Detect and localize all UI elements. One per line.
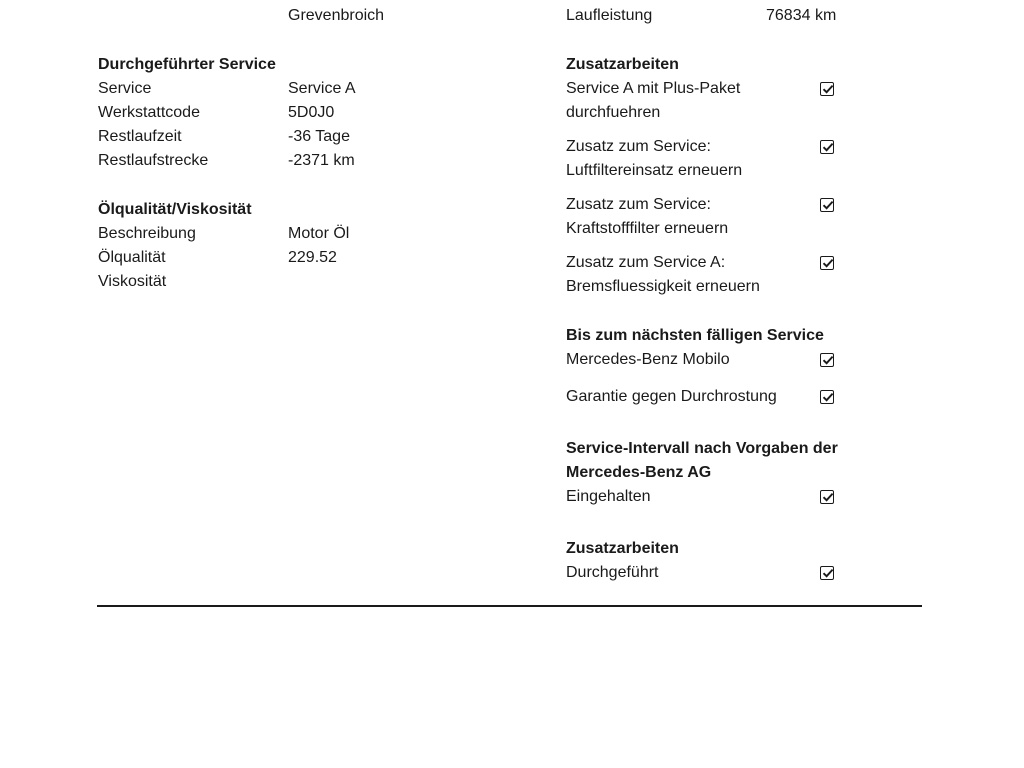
viscosity-label: Viskosität [98,273,167,290]
additional-work-item-3-checkbox[interactable] [820,198,834,212]
remaining-time-label: Restlaufzeit [98,128,182,145]
mileage-value: 76834 km [766,7,837,24]
remaining-time-value: -36 Tage [288,128,350,145]
additional-work-item-2-line1: Zusatz zum Service: [566,138,711,155]
additional-work-item-4-checkbox[interactable] [820,256,834,270]
oil-heading: Ölqualität/Viskosität [98,201,252,218]
checkmark-icon [820,565,836,581]
oil-description-label: Beschreibung [98,225,196,242]
checkmark-icon [820,255,836,271]
rust-guarantee-checkbox[interactable] [820,390,834,404]
additional-work-done-label: Durchgeführt [566,564,659,581]
service-value: Service A [288,80,356,97]
additional-work-item-2-line2: Luftfiltereinsatz erneuern [566,162,743,179]
checkmark-icon [820,389,836,405]
interval-heading-line1: Service-Intervall nach Vorgaben der [566,440,838,457]
additional-work-heading: Zusatzarbeiten [566,56,679,73]
oil-quality-label: Ölqualität [98,249,166,266]
interval-kept-checkbox[interactable] [820,490,834,504]
additional-work-item-4-line2: Bremsfluessigkeit erneuern [566,278,760,295]
next-service-heading: Bis zum nächsten fälligen Service [566,327,824,344]
additional-work-item-4-line1: Zusatz zum Service A: [566,254,726,271]
oil-description-value: Motor Öl [288,225,350,242]
mobilo-label: Mercedes-Benz Mobilo [566,351,730,368]
additional-work-done-checkbox[interactable] [820,566,834,580]
section-divider [97,605,922,607]
checkmark-icon [820,81,836,97]
additional-work-item-2-checkbox[interactable] [820,140,834,154]
additional-work-item-1-line1: Service A mit Plus-Paket [566,80,741,97]
additional-work-item-3-line2: Kraftstofffilter erneuern [566,220,729,237]
service-done-heading: Durchgeführter Service [98,56,276,73]
interval-heading-line2: Mercedes-Benz AG [566,464,712,481]
remaining-distance-label: Restlaufstrecke [98,152,209,169]
checkmark-icon [820,352,836,368]
checkmark-icon [820,197,836,213]
workshop-code-label: Werkstattcode [98,104,200,121]
additional-work-item-1-line2: durchfuehren [566,104,661,121]
additional-work-2-heading: Zusatzarbeiten [566,540,679,557]
location-value: Grevenbroich [288,7,385,24]
service-label: Service [98,80,152,97]
workshop-code-value: 5D0J0 [288,104,335,121]
mileage-label: Laufleistung [566,7,653,24]
rust-guarantee-label: Garantie gegen Durchrostung [566,388,777,405]
mobilo-checkbox[interactable] [820,353,834,367]
checkmark-icon [820,139,836,155]
interval-kept-label: Eingehalten [566,488,651,505]
remaining-distance-value: -2371 km [288,152,355,169]
checkmark-icon [820,489,836,505]
oil-quality-value: 229.52 [288,249,337,266]
additional-work-item-3-line1: Zusatz zum Service: [566,196,711,213]
additional-work-item-1-checkbox[interactable] [820,82,834,96]
